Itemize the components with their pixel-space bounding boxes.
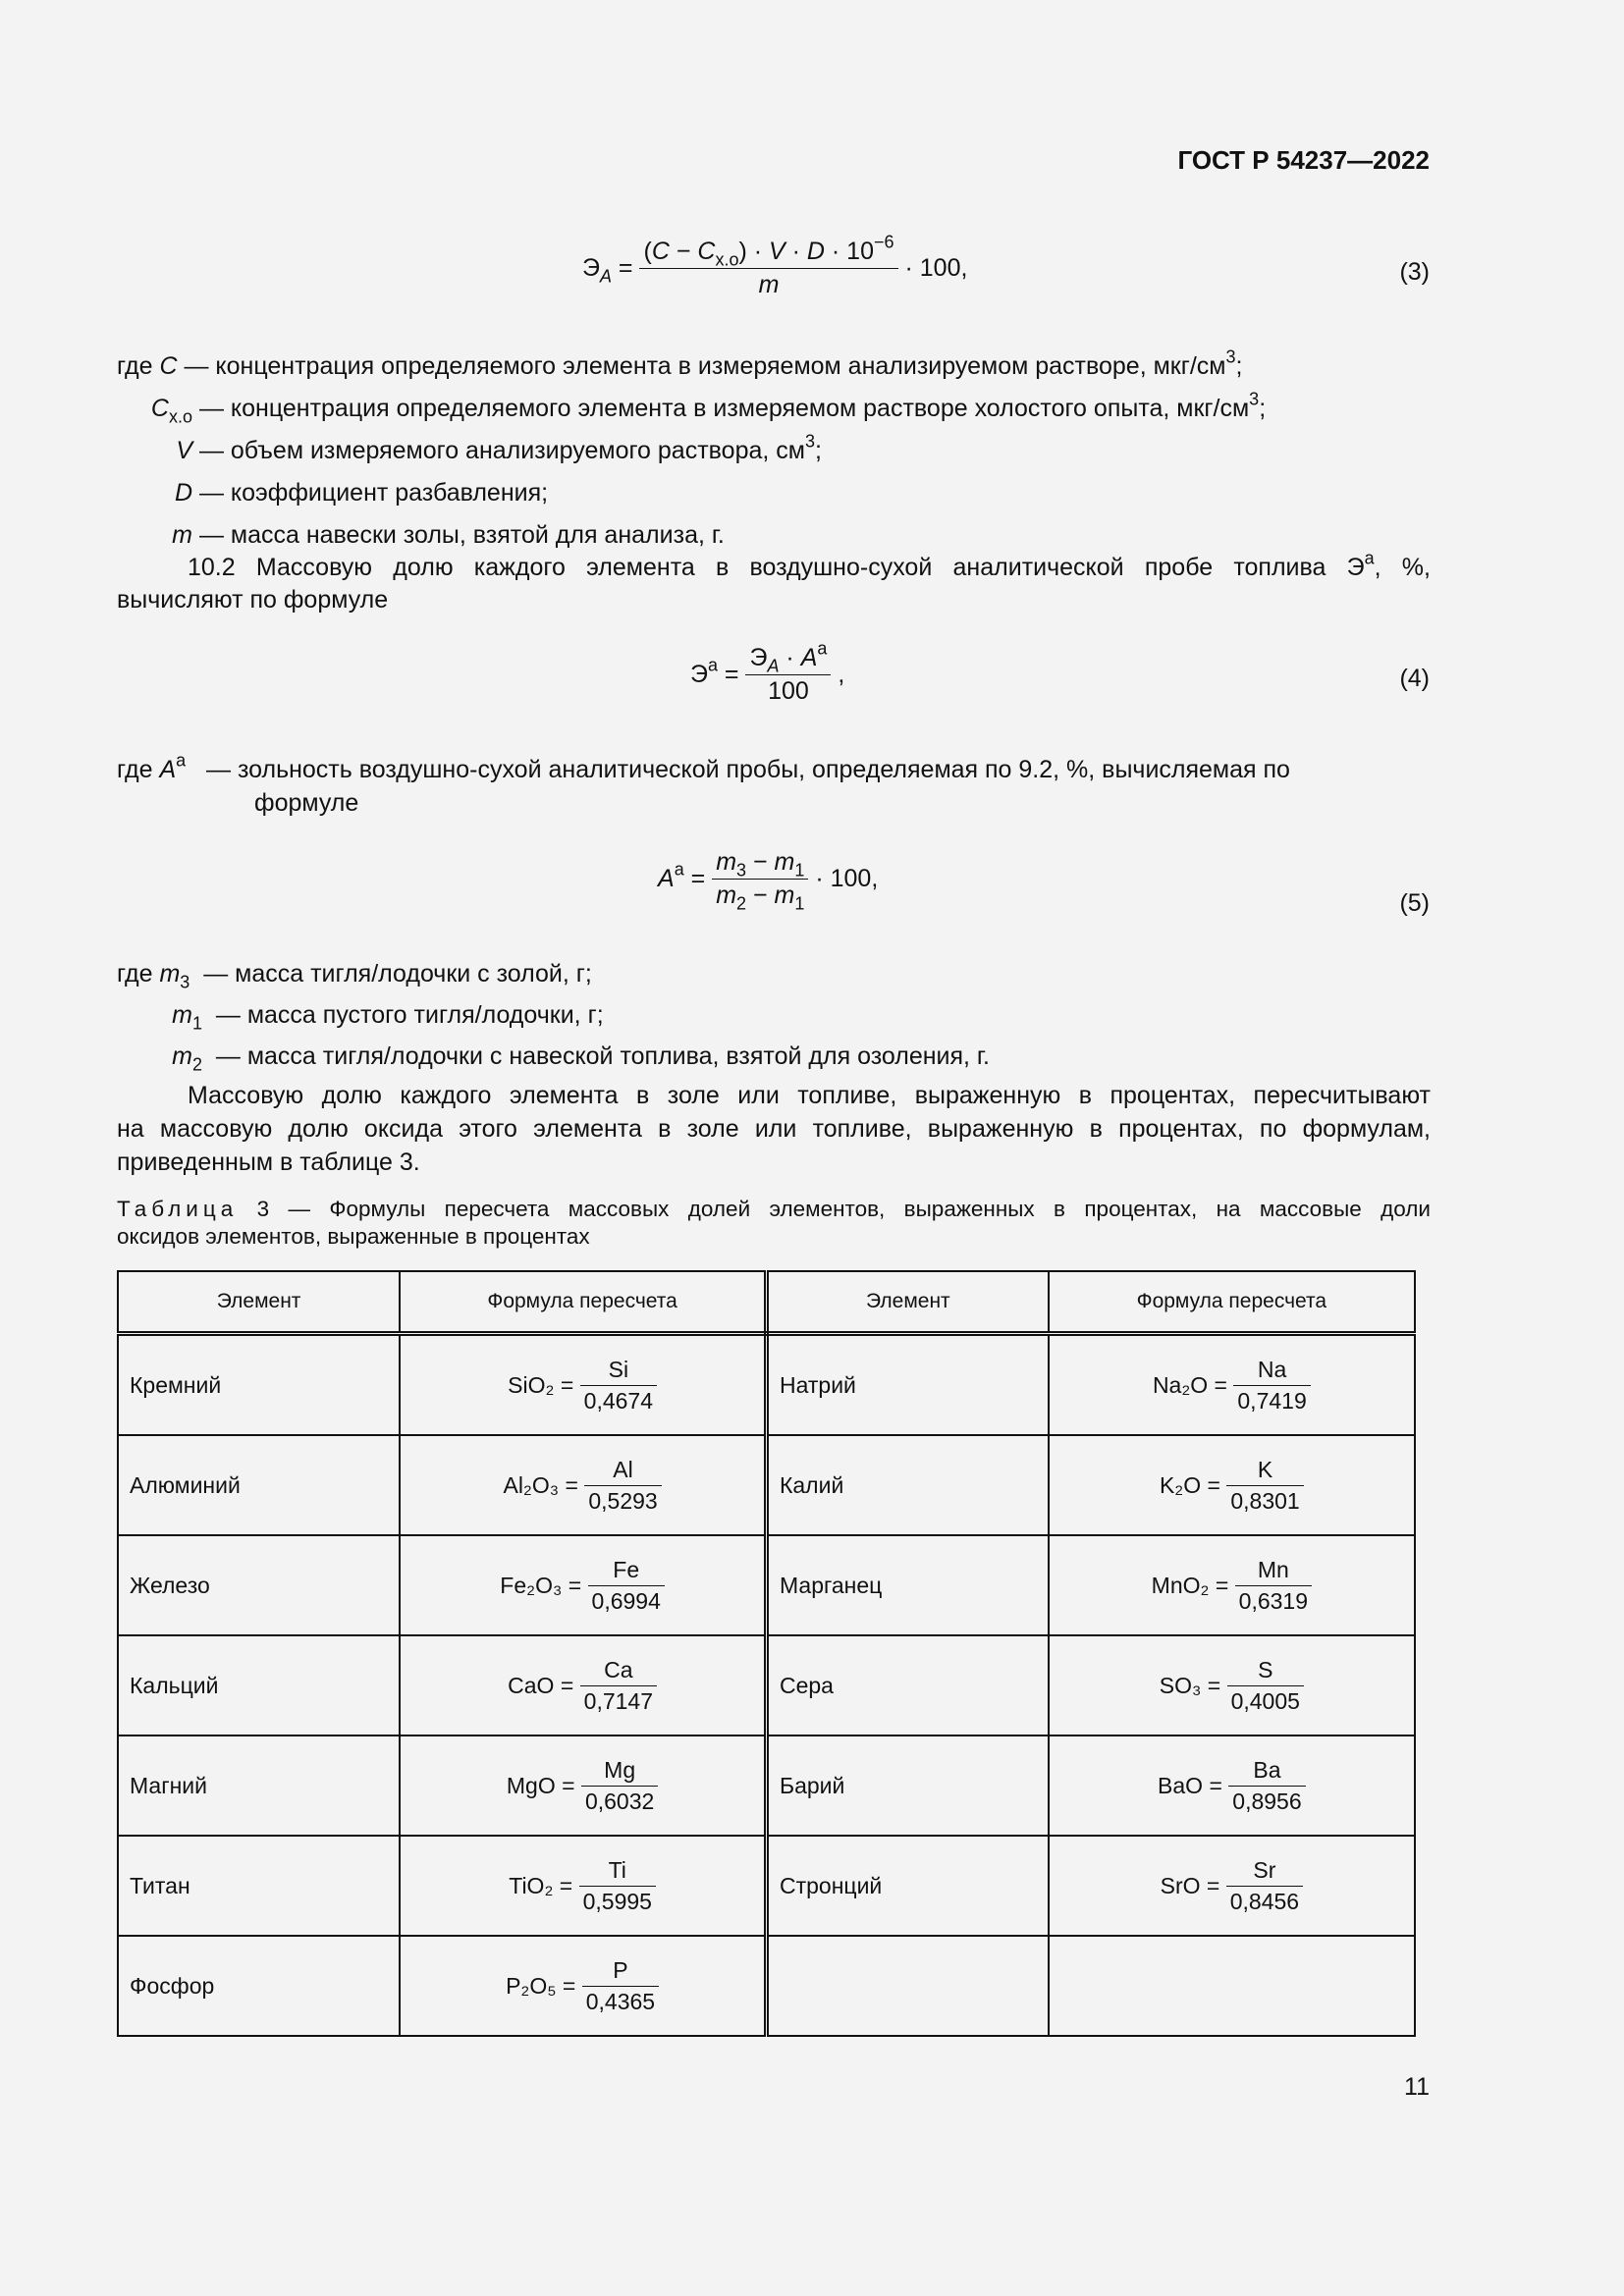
element-name-cell: Барий: [766, 1735, 1048, 1836]
conversion-factor: 0,8301: [1230, 1487, 1300, 1514]
definition-m3: где $m_3$ — масса тигля/лодочки с золой, г;: [117, 960, 592, 992]
table-row: [118, 1635, 1415, 1735]
element-symbol: Fe: [588, 1557, 665, 1586]
element-name-cell: Титан: [118, 1836, 400, 1936]
element-symbol: Mn: [1235, 1557, 1312, 1586]
conversion-factor: 0,6319: [1238, 1587, 1309, 1614]
conversion-factor: 0,6032: [584, 1788, 655, 1814]
oxide-formula: SrO: [1160, 1872, 1201, 1898]
conversion-factor: 0,4674: [583, 1387, 654, 1414]
conversion-fraction: [579, 1857, 656, 1915]
definition-Cxo: $C_{x.o}$ — концентрация определяемого элемента в измеряемом растворе холостого опыта, мкг/$см^3$;: [150, 389, 1267, 427]
oxide-formula: TiO₂: [509, 1872, 554, 1898]
element-name-cell: Магний: [118, 1735, 400, 1836]
definition-Aa-line2: формуле: [254, 789, 359, 817]
table-row: [118, 1435, 1415, 1535]
conversion-formula-cell: SiO₂ = $\frac{Si}{0,4674}$: [400, 1334, 766, 1436]
conversion-factor: 0,4005: [1230, 1687, 1300, 1714]
definition-Aa: где $A^a$ — зольность воздушно-сухой аналитической пробы, определяемая по 9.2, %, вычисляемая по: [117, 750, 1290, 783]
document-header: ГОСТ Р 54237—2022: [1177, 145, 1430, 175]
element-symbol: Sr: [1226, 1857, 1303, 1887]
definition-m1: $m_1$ — масса пустого тигля/лодочки, г;: [172, 1001, 604, 1034]
oxide-formula: Fe₂O₃: [500, 1572, 563, 1598]
table-row: [118, 1334, 1415, 1436]
formula-3: $Э_A$ = $\frac{(C - C_{x.o}) \cdot V \cdot D \cdot 10^{-6}}{m}$ · 100,: [582, 232, 968, 298]
oxide-formula: MnO₂: [1151, 1572, 1210, 1598]
table-row: [118, 1836, 1415, 1936]
conversion-factor: 0,8956: [1232, 1788, 1302, 1814]
header-formula: Формула пересчета: [1049, 1271, 1415, 1334]
header-element: Элемент: [118, 1271, 400, 1334]
definition-V: V — объем измеряемого анализируемого раствора, $см^3$;: [176, 431, 822, 464]
conversion-fraction: [1228, 1757, 1305, 1815]
oxide-formula: Na₂O: [1152, 1371, 1209, 1398]
definition-D: D — коэффициент разбавления;: [174, 479, 549, 507]
table-row: [118, 1535, 1415, 1635]
conversion-fraction: [580, 1657, 657, 1715]
conversion-factor: 0,5995: [582, 1888, 652, 1914]
element-symbol: Mg: [581, 1757, 658, 1787]
element-symbol: S: [1227, 1657, 1304, 1686]
conversion-formula-cell: Fe₂O₃ = $\frac{Fe}{0,6994}$: [400, 1535, 766, 1635]
element-symbol: K: [1226, 1457, 1303, 1486]
conversion-fraction: [580, 1357, 657, 1415]
conversion-formula-cell: K₂O = $\frac{K}{0,8301}$: [1049, 1435, 1415, 1535]
oxide-formula: K₂O: [1159, 1471, 1202, 1498]
conversion-fraction: [584, 1457, 661, 1515]
paragraph-oxide-line1: Массовую долю каждого элемента в золе или топливе, выраженную в процентах, пересчитывают: [188, 1082, 1431, 1109]
formula-5: $A^a$ = $\frac{m_3 - m_1}{m_2 - m_1}$ · 100,: [658, 848, 879, 914]
table-3-caption: Таблица 3 — Формулы пересчета массовых долей элементов, выраженных в процентах, на массовые доли оксидов элементов, выраженные в процентах: [117, 1197, 1431, 1249]
conversion-formula-cell: P₂O₅ = $\frac{P}{0,4365}$: [400, 1936, 766, 2036]
conversion-fraction: [1226, 1857, 1303, 1915]
oxide-formula: SO₃: [1159, 1672, 1202, 1698]
table-3: [117, 1270, 1416, 2037]
element-symbol: Na: [1233, 1357, 1310, 1386]
table-header-row: [118, 1271, 1415, 1334]
conversion-factor: 0,4365: [585, 1988, 656, 2014]
conversion-fraction: [581, 1757, 658, 1815]
conversion-factor: 0,5293: [588, 1487, 658, 1514]
conversion-fraction: [588, 1557, 665, 1615]
paragraph-10-2-line2: вычисляют по формуле: [117, 586, 389, 614]
oxide-formula: Al₂O₃: [503, 1471, 560, 1498]
equation-number-3: (3): [1399, 258, 1430, 286]
oxide-formula: SiO₂: [508, 1371, 555, 1398]
element-symbol: Si: [580, 1357, 657, 1386]
conversion-formula-cell: SO₃ = $\frac{S}{0,4005}$: [1049, 1635, 1415, 1735]
element-name-cell: Кальций: [118, 1635, 400, 1735]
definition-C: где C — концентрация определяемого элемента в измеряемом анализируемом растворе, мкг/$см^3$;: [117, 347, 1243, 380]
oxide-formula: P₂O₅: [506, 1972, 557, 1999]
table-row: [118, 1735, 1415, 1836]
table-row: [118, 1936, 1415, 2036]
conversion-formula-cell: TiO₂ = $\frac{Ti}{0,5995}$: [400, 1836, 766, 1936]
conversion-formula-cell: Al₂O₃ = $\frac{Al}{0,5293}$: [400, 1435, 766, 1535]
element-name-cell: [766, 1936, 1048, 2036]
header-element: Элемент: [766, 1271, 1048, 1334]
element-symbol: Al: [584, 1457, 661, 1486]
element-name-cell: Сера: [766, 1635, 1048, 1735]
conversion-fraction: [1227, 1657, 1304, 1715]
conversion-fraction: [1235, 1557, 1312, 1615]
element-name-cell: Алюминий: [118, 1435, 400, 1535]
element-name-cell: Железо: [118, 1535, 400, 1635]
element-name-cell: Калий: [766, 1435, 1048, 1535]
conversion-formula-cell: MgO = $\frac{Mg}{0,6032}$: [400, 1735, 766, 1836]
oxide-formula: MgO: [506, 1772, 556, 1798]
element-name-cell: Стронций: [766, 1836, 1048, 1936]
element-symbol: Ba: [1228, 1757, 1305, 1787]
conversion-formula-cell: BaO = $\frac{Ba}{0,8956}$: [1049, 1735, 1415, 1836]
conversion-factor: 0,7419: [1237, 1387, 1307, 1414]
conversion-formula-cell: [1049, 1936, 1415, 2036]
conversion-formula-cell: Na₂O = $\frac{Na}{0,7419}$: [1049, 1334, 1415, 1436]
equation-number-4: (4): [1399, 665, 1430, 692]
conversion-fraction: [582, 1957, 659, 2015]
conversion-factor: 0,6994: [591, 1587, 661, 1614]
paragraph-oxide-line2: на массовую долю оксида этого элемента в золе или топливе, выраженную в процентах, по формулам,: [117, 1115, 1431, 1143]
conversion-fraction: [1226, 1457, 1303, 1515]
oxide-formula: CaO: [508, 1672, 555, 1698]
conversion-formula-cell: SrO = $\frac{Sr}{0,8456}$: [1049, 1836, 1415, 1936]
formula-4: $Э^a$ = $\frac{Э_A \cdot A^a}{100}$ ,: [690, 638, 845, 705]
definition-m: m — масса навески золы, взятой для анализа, г.: [172, 521, 725, 549]
paragraph-oxide-line3: приведенным в таблице 3.: [117, 1148, 420, 1176]
page-number: 11: [1404, 2073, 1430, 2101]
element-symbol: Ca: [580, 1657, 657, 1686]
definition-m2: $m_2$ — масса тигля/лодочки с навеской топлива, взятой для озоления, г.: [172, 1042, 990, 1075]
conversion-fraction: [1233, 1357, 1310, 1415]
element-symbol: P: [582, 1957, 659, 1987]
oxide-formula: BaO: [1158, 1772, 1204, 1798]
equation-number-5: (5): [1399, 889, 1430, 917]
element-name-cell: Фосфор: [118, 1936, 400, 2036]
element-name-cell: Натрий: [766, 1334, 1048, 1436]
conversion-formula-cell: CaO = $\frac{Ca}{0,7147}$: [400, 1635, 766, 1735]
header-formula: Формула пересчета: [400, 1271, 766, 1334]
element-symbol: Ti: [579, 1857, 656, 1887]
element-name-cell: Марганец: [766, 1535, 1048, 1635]
element-name-cell: Кремний: [118, 1334, 400, 1436]
conversion-factor: 0,7147: [583, 1687, 654, 1714]
conversion-factor: 0,8456: [1229, 1888, 1300, 1914]
conversion-formula-cell: MnO₂ = $\frac{Mn}{0,6319}$: [1049, 1535, 1415, 1635]
paragraph-10-2-line1: 10.2 Массовую долю каждого элемента в воздушно-сухой аналитической пробе топлива $Э^a$, %,: [188, 548, 1431, 581]
